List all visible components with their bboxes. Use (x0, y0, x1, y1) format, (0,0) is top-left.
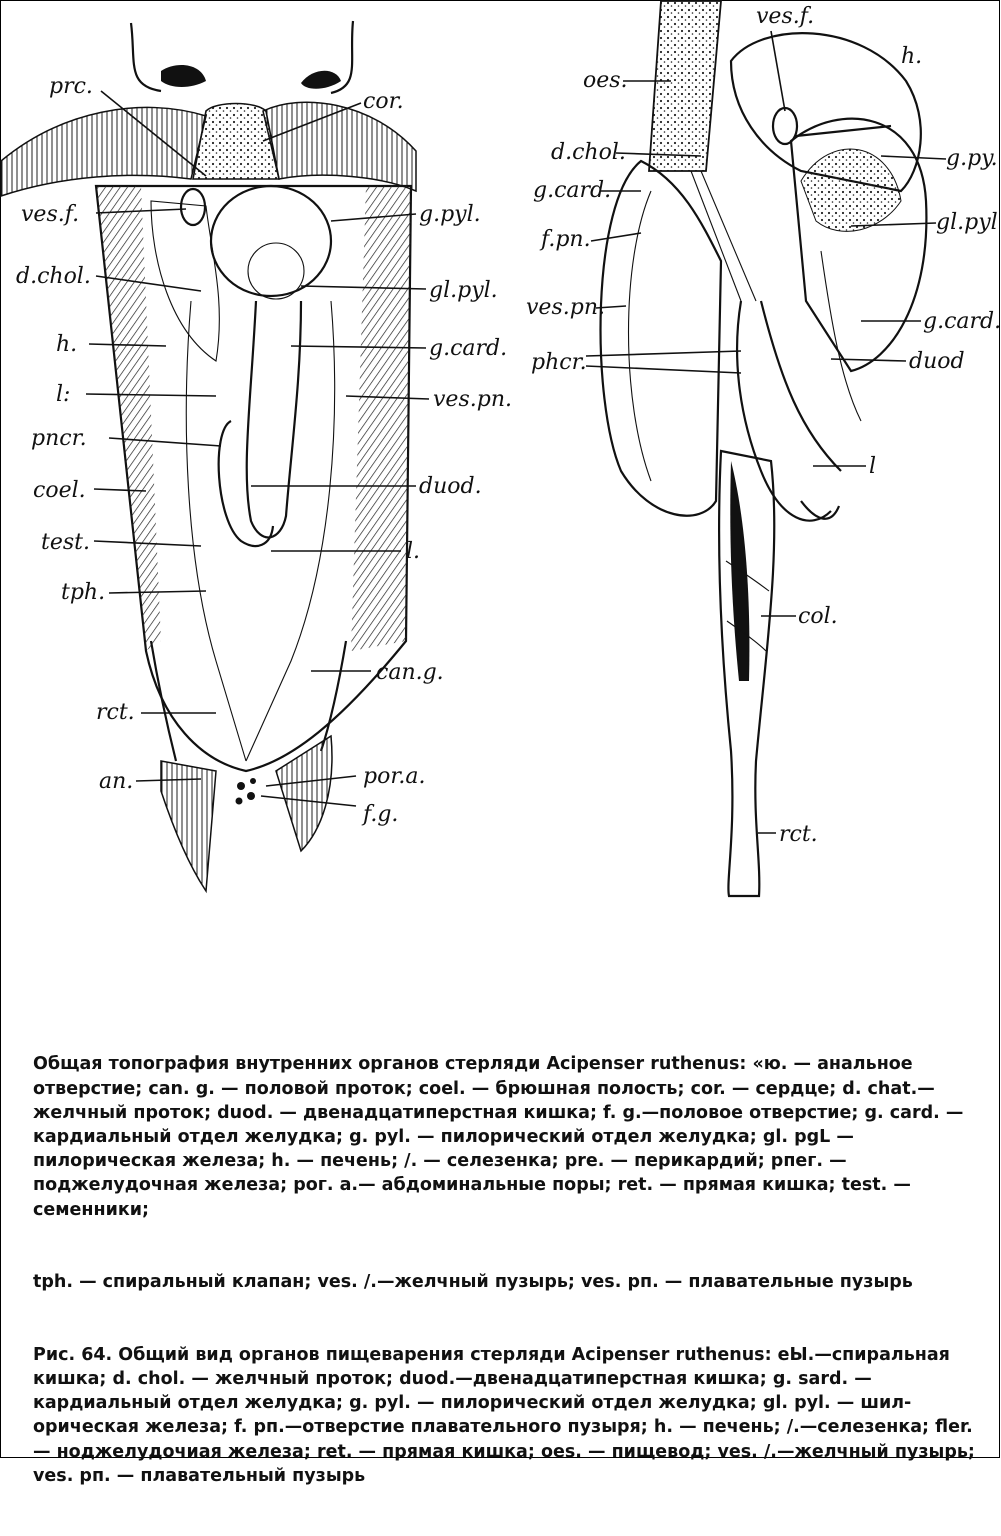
left-dissection-drawing (1, 21, 416, 891)
label-h: h. (56, 332, 78, 357)
label-duod: duod. (419, 474, 482, 499)
label-r-phcr: phcr. (531, 350, 587, 375)
right-leader-lines (586, 31, 946, 833)
label-r-ves-pn: ves.pn. (526, 295, 605, 320)
label-d-chol: d.chol. (16, 264, 91, 289)
label-r-duod: duod (909, 349, 965, 374)
label-can-g: can.g. (376, 660, 444, 685)
label-test: test. (41, 530, 90, 555)
label-tph: tph. (61, 580, 106, 605)
label-r-gl-pyl: gl.pyl (936, 210, 998, 235)
label-gl-pyl: gl.pyl. (429, 278, 498, 303)
caption-paragraph-3: Рис. 64. Общий вид органов пищеварения стерляди Acipenser ruthenus: eЫ.—спиральная кишка; d. chol. — желчный проток; duod.—двенадцатиперстная кишка; g. sard. — кардиальный отдел желудка; g. pyl. — пилорический отдел желудка; gl. pyl. — шил-орическая железа; f. рп.—отверстие плавательного пузыря; h. — печень; /.—селезенка; fler. — ноджелудочиая железа; ret. — прямая кишка; oes. — пищевод; ves. /.—желчный пузырь; ves. рп. — плавательный пузырь (33, 1344, 982, 1486)
figure-caption (33, 1004, 982, 1536)
label-pncr: pncr. (31, 426, 87, 451)
right-digestive-drawing (601, 1, 927, 896)
label-ves-f: ves.f. (21, 202, 80, 227)
label-l-colon: l: (56, 382, 71, 407)
label-r-h: h. (901, 44, 923, 69)
label-g-card: g.card. (429, 336, 508, 361)
label-r-l: l (869, 454, 877, 479)
label-r-oes: oes. (583, 68, 628, 93)
label-r-ves-f: ves.f. (756, 4, 815, 29)
label-r-d-chol: d.chol. (551, 140, 626, 165)
label-rct: rct. (96, 700, 135, 725)
label-r-f-pn: f.pn. (541, 227, 591, 252)
anatomy-figure (1, 1, 1001, 1001)
label-por-a: por.a. (363, 764, 426, 789)
label-l: l. (406, 539, 421, 564)
label-f-g: f.g. (363, 802, 399, 827)
label-g-pyl: g.pyl. (419, 202, 481, 227)
label-r-g-py: g.py. (946, 146, 998, 171)
label-cor: cor. (363, 89, 404, 114)
label-coel: coel. (33, 478, 86, 503)
caption-paragraph-1: Общая топография внутренних органов стерляди Acipenser ruthenus: «ю. — анальное отверстие; can. g. — половой проток; coel. — брюшная полость; cor. — сердце; d. chat.—желчный проток; duod. — двенадцатиперстная кишка; f. g.—половое отверстие; g. card. — кардиальный отдел желудка; g. pyl. — пилорический отдел желудка; gl. pgL — пилорическая железа; h. — печень; /. — селезенка; pre. — перикардий; рпег. — поджелудочная железа; рог. а.— абдоминальные поры; ret. — прямая кишка; test. — семенники; (33, 1054, 970, 1220)
caption-paragraph-2: tph. — спиральный клапан; ves. /.—желчный пузырь; ves. рп. — плавательные пузырь (33, 1272, 913, 1293)
label-prc: prc. (49, 74, 93, 99)
label-an: an. (99, 769, 134, 794)
label-ves-pn: ves.pn. (433, 387, 512, 412)
label-r-col: col. (798, 604, 838, 629)
right-labels (526, 4, 1001, 847)
label-r-g-card: g.card. (923, 309, 1001, 334)
label-r-g-card-top: g.card. (533, 178, 612, 203)
label-r-rct: rct. (779, 822, 818, 847)
